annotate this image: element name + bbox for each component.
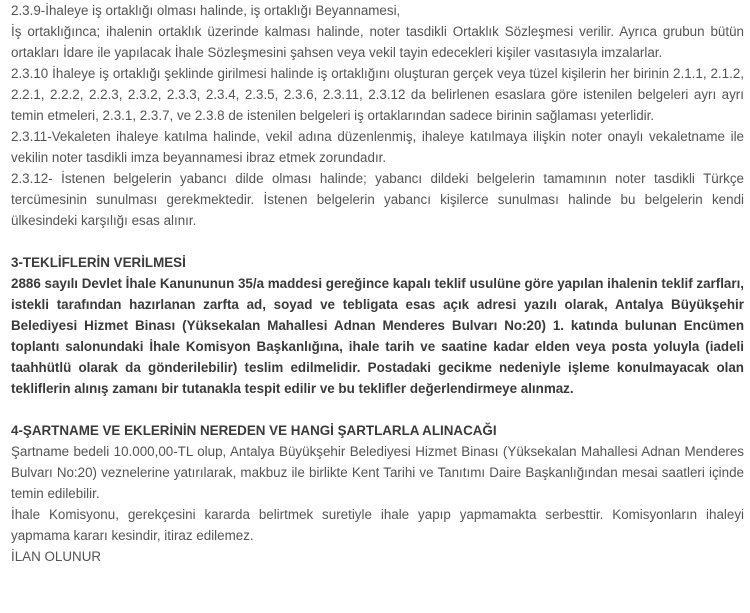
section-4-heading: 4-ŞARTNAME VE EKLERİNİN NEREDEN VE HANGİ ŞARTLARLA ALINACAĞI [11,423,497,438]
section-3-body: 2886 sayılı Devlet İhale Kanununun 35/a maddesi gereğince kapalı teklif usulüne göre yapılan ihalenin teklif zarfları, istekli tarafından hazırlanan zarfta ad, soyad ve tebligata esas açık adresi yazılı olarak, Antalya Büyükşehir Belediyesi Hizmet Binası (Yüksekalan Mahallesi Adnan Menderes Bulvarı No:20) 1. katında bulunan Encümen toplantı salonundaki İhale Komisyon Başkanlığına, ihale tarih ve saatine kadar elden veya posta yoluyla (iadeli taahhütlü olarak da gönderilebilir) teslim edilmelidir. Postadaki gecikme nedeniyle işleme konulmayacak olan tekliflerin alınış zamanı bir tutanakla tespit edilir ve bu teklifler değerlendirmeye alınmaz. [11,276,745,396]
paragraph-2-3-9-title: 2.3.9-İhaleye iş ortaklığı olması halinde, iş ortaklığı Beyannamesi, [11,3,401,18]
paragraph-2-3-11: 2.3.11-Vekaleten ihaleye katılma halinde, vekil adına düzenlenmiş, ihaleye katılmaya ilişkin noter onaylı vekaletname ile vekilin noter tasdikli imza beyannamesi ibraz etmek zorundadır. [11,129,744,165]
closing-text: İLAN OLUNUR [11,549,102,564]
section-3-heading: 3-TEKLİFLERİN VERİLMESİ [11,255,186,270]
paragraph-2-3-9-body: İş ortaklığınca; ihalenin ortaklık üzerinde kalması halinde, noter tasdikli Ortaklık Sözleşmesi verilir. Ayrıca grubun bütün ortakları İdare ile yapılacak İhale Sözleşmesini şahsen veya vekil tayin edecekleri kişiler vasıtasıyla imzalarlar. [11,24,744,60]
section-spacer [11,399,744,420]
paragraph-sartname: Şartname bedeli 10.000,00-TL olup, Antalya Büyükşehir Belediyesi Hizmet Binası (Yüksekalan Mahallesi Adnan Menderes Bulvarı No:20) veznelerine yatırılarak, makbuz ile birlikte Kent Tarihi ve Tanıtımı Daire Başkanlığından mesai saatleri içinde temin edilebilir. [11,444,744,501]
paragraph-2-3-12: 2.3.12- İstenen belgelerin yabancı dilde olması halinde; yabancı dildeki belgelerin tamamının noter tasdikli Türkçe tercümesinin sunulması gerekmektedir. İstenen belgelerin yabancı kişilerce sunulması halinde bu belgelerin kendi ülkesindeki karşılığı esas alınır. [11,171,744,228]
section-spacer [11,231,744,252]
paragraph-komisyon: İhale Komisyonu, gerekçesini kararda belirtmek suretiyle ihale yapıp yapmamakta serbesttir. Komisyonların ihaleyi yapmama kararı kesindir, itiraz edilemez. [11,507,744,543]
paragraph-2-3-10: 2.3.10 İhaleye iş ortaklığı şeklinde girilmesi halinde iş ortaklığını oluşturan gerçek veya tüzel kişilerin her birinin 2.1.1, 2.1.2, 2.2.1, 2.2.2, 2.2.3, 2.3.2, 2.3.3, 2.3.4, 2.3.5, 2.3.6, 2.3.11, 2.3.12 da belirlenen esaslara göre istenilen belgeleri ayrı ayrı temin etmeleri, 2.3.1, 2.3.7, ve 2.3.8 de istenilen belgeleri iş ortaklarından sadece birinin sağlaması yeterlidir. [11,66,744,123]
